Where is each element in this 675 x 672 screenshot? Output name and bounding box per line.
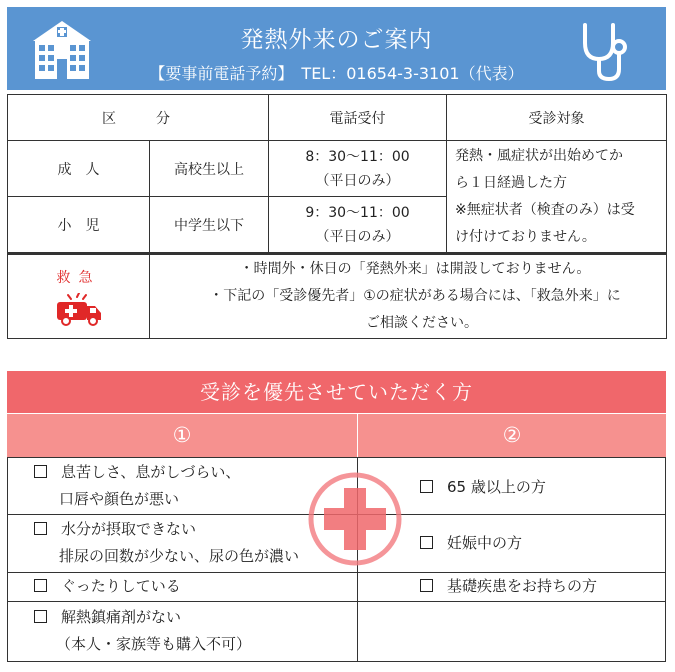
- priority-item-text: 水分が摂取できない: [61, 520, 197, 538]
- hours-child: [269, 197, 447, 254]
- checkbox[interactable]: [34, 610, 47, 623]
- priority-item: [34, 573, 181, 600]
- divider: [7, 514, 357, 515]
- category-adult: 成 人: [8, 141, 150, 197]
- column-header-category: 区 分: [8, 95, 269, 141]
- emergency-cell: [8, 254, 150, 339]
- priority-title: 受診を優先させていただく方: [7, 371, 666, 413]
- hours-adult-note: （平日のみ）: [315, 172, 400, 189]
- priority-col2-header: ②: [358, 414, 666, 457]
- priority-item-subtext: 排尿の回数が少ない、尿の色が濃い: [59, 547, 300, 565]
- priority-item: [420, 474, 546, 501]
- eligibility-line: ※無症状者（検査のみ）は受: [455, 202, 635, 218]
- emergency-line: ・時間外・休日の「発熱外来」は開設しておりません。: [239, 261, 591, 277]
- stethoscope-icon: [577, 21, 631, 83]
- page-title: 発熱外来のご案内: [240, 27, 433, 53]
- hours-child-note: （平日のみ）: [315, 228, 400, 245]
- group-adult: 高校生以上: [150, 141, 269, 197]
- eligibility-cell: [447, 141, 667, 254]
- hours-child-time: 9：30～11：00: [305, 204, 410, 221]
- category-child: 小 児: [8, 197, 150, 254]
- priority-item: [34, 604, 251, 658]
- eligibility-line: け付けておりません。: [455, 229, 596, 245]
- checkbox[interactable]: [34, 465, 47, 478]
- priority-item: [34, 459, 240, 513]
- hours-adult-time: 8：30～11：00: [305, 148, 410, 165]
- eligibility-line: 発熱・風症状が出始めてか: [455, 148, 623, 164]
- medical-cross-icon: [306, 470, 404, 568]
- column-header-eligibility: 受診対象: [447, 95, 667, 141]
- priority-item-text: 解熱鎮痛剤がない: [61, 608, 182, 626]
- emergency-label: 救急: [56, 269, 101, 286]
- priority-item-text: ぐったりしている: [61, 577, 181, 595]
- divider: [7, 601, 666, 602]
- priority-item: [420, 530, 522, 557]
- checkbox[interactable]: [420, 579, 433, 592]
- column-header-phone-hours: 電話受付: [269, 95, 447, 141]
- emergency-line: ・下記の「受診優先者」①の症状がある場合には、「救急外来」に: [209, 288, 621, 304]
- schedule-table: [7, 94, 667, 339]
- priority-item: [34, 516, 299, 570]
- checkbox[interactable]: [420, 480, 433, 493]
- checkbox[interactable]: [34, 579, 47, 592]
- priority-item: [420, 573, 597, 600]
- top-header: [7, 7, 666, 90]
- emergency-notes: [150, 254, 667, 339]
- priority-col1-header: ①: [7, 414, 357, 457]
- priority-item-subtext: 口唇や顔色が悪い: [59, 490, 180, 508]
- priority-item-subtext: （本人・家族等も購入不可）: [56, 635, 252, 653]
- eligibility-line: ら１日経過した方: [455, 175, 567, 191]
- checkbox[interactable]: [34, 522, 47, 535]
- priority-item-text: 息苦しさ、息がしづらい、: [61, 463, 241, 481]
- checkbox[interactable]: [420, 536, 433, 549]
- emergency-line: ご相談ください。: [352, 315, 478, 331]
- priority-item-text: 65 歳以上の方: [447, 478, 546, 496]
- group-child: 中学生以下: [150, 197, 269, 254]
- phone-reservation: 【要事前電話予約】 TEL：01654-3-3101（代表）: [149, 64, 524, 83]
- priority-item-text: 妊娠中の方: [447, 534, 523, 552]
- priority-item-text: 基礎疾患をお持ちの方: [447, 577, 598, 595]
- hours-adult: [269, 141, 447, 197]
- ambulance-icon: [55, 293, 103, 327]
